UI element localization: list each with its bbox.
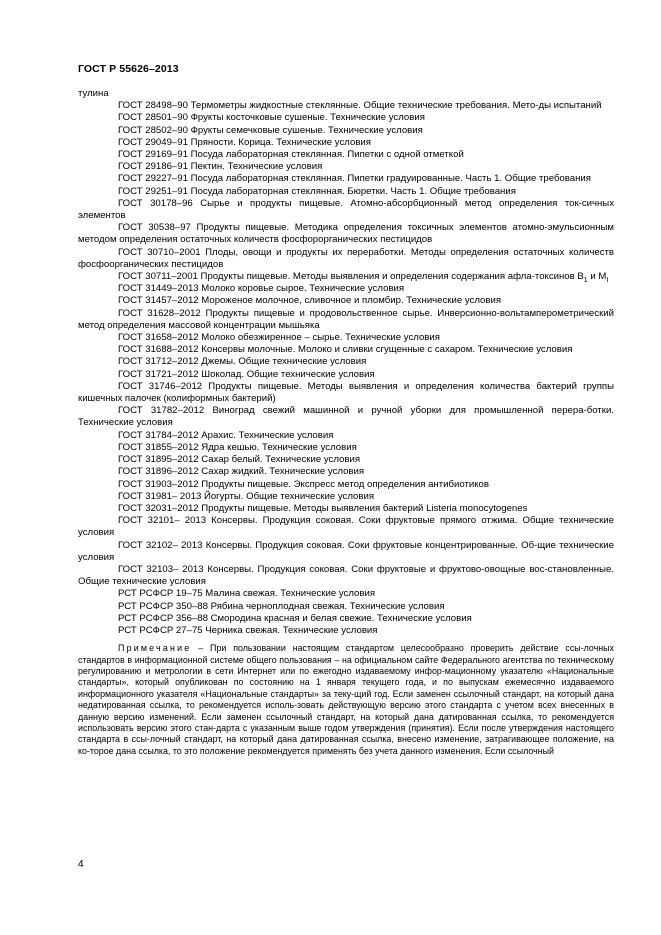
note-label: Примечание [118,643,192,654]
reference-line: ГОСТ 29169–91 Посуда лабораторная стеклянная. Пипетки с одной отметкой [118,149,464,161]
page-number: 4 [78,859,84,870]
reference-line: ГОСТ 31628–2012 Продукты пищевые и продовольственное сырье. Инверсионно-вольтамперометрический метод определения массовой концентрации мышьяка [78,307,614,331]
reference-line: РСТ РСФСР 356–88 Смородина красная и белая свежие. Технические условия [118,612,472,624]
aflatoxin-sub-m: I [606,276,609,284]
reference-line: ГОСТ 31688–2012 Консервы молочные. Молоко и сливки сгущенные с сахаром. Технические условия [118,344,573,356]
reference-line: ГОСТ 31784–2012 Арахис. Технические условия [118,429,334,441]
reference-line-aflatoxin [78,271,614,283]
reference-line: ГОСТ 31782–2012 Виноград свежий машинной и ручной уборки для промышленной перера-ботки. Технические условия [78,405,614,429]
reference-line: ГОСТ 31855–2012 Ядра кешью. Технические условия [118,441,357,453]
aflatoxin-sub-b: 1 [583,276,588,284]
reference-line: тулина [78,88,109,99]
reference-line: ГОСТ 32102– 2013 Консервы. Продукция соковая. Соки фруктовые концентрированные. Об-щие технические условия [78,539,614,563]
reference-line: ГОСТ 28501–90 Фрукты косточковые сушеные. Технические условия [118,112,425,124]
reference-line: ГОСТ 30178–96 Сырье и продукты пищевые. Атомно-абсорбционный метод определения ток-сичных элементов [78,197,614,222]
reference-line: ГОСТ 32031–2012 Продукты пищевые. Методы выявления бактерий Listeria monocytogenes [118,502,528,514]
reference-line: ГОСТ 29251–91 Посуда лабораторная стеклянная. Бюретки. Часть 1. Общие требования [118,185,516,197]
reference-line: ГОСТ 30538–97 Продукты пищевые. Методика определения токсичных элементов атомно-эмульсионным методом определения остаточных количеств фосфорорганических пестицидов [78,222,614,246]
reference-line: ГОСТ 32103– 2013 Консервы. Продукция соковая. Соки фруктовые и фруктово-овощные вос-становленные. Общие технические условия [78,563,614,588]
reference-line: ГОСТ 31658–2012 Молоко обезжиренное – сырье. Технические условия [118,332,440,344]
reference-line: ГОСТ 31895–2012 Сахар белый. Технические условия [118,454,361,466]
document-body [78,88,614,766]
reference-line: ГОСТ 29049–91 Пряности. Корица. Технические условия [118,136,371,148]
reference-line: ГОСТ 31981– 2013 Йогурты. Общие технические условия [118,490,375,502]
reference-line: ГОСТ 28498–90 Термометры жидкостные стеклянные. Общие технические требования. Мето-ды испытаний [118,100,602,112]
reference-line: РСТ РСФСР 350–88 Рябина черноплодная свежая. Технические условия [118,600,445,612]
reference-line: ГОСТ 31721–2012 Шоколад. Общие технические условия [118,368,375,380]
reference-line: ГОСТ 31896–2012 Сахар жидкий. Технические условия [118,466,365,478]
note-text: – При пользовании настоящим стандартом целесообразно проверить действие ссы-лочных стандартов в информационной системе общего пользования – на официальном сайте Федерального агентства по техническому регулированию и метрологии в сети Интернет или по ежегодно издаваемому инфор-мационному указателю «Национальные стандарты», который опубликован по состоянию на 1 января текущего года, и по выпускам ежемесячно издаваемого информационного указателя «Национальные стандарты» за теку-щий год. Если заменен ссылочный стандарт, на который дана недатированная ссылка, то рекомендуется исполь-зовать действующую версию этого стандарта с учетом всех внесенных в данную версию изменений. Если заменен ссылочный стандарт, на который дана датированная ссылка, то рекомендуется использовать версию этого стан-дарта с указанным выше годом утверждения (принятия). Если после утверждения настоящего стандарта в ссы-лочный стандарт, на который дана датированная ссылка, внесено изменение, затрагивающее положение, на ко-торое дана ссылка, то это положение рекомендуется применять без учета данного изменения. Если ссылочный [78,643,614,756]
reference-line: ГОСТ 31449–2013 Молоко коровье сырое. Технические условия [118,283,405,295]
reference-line: РСТ РСФСР 19–75 Малина свежая. Технические условия [118,588,376,600]
reference-line: ГОСТ 29227–91 Посуда лабораторная стеклянная. Пипетки градуированные. Часть 1. Общие требования [118,173,591,185]
aflatoxin-text-mid: и M [587,271,607,283]
reference-line: ГОСТ 29186–91 Пектин. Технические условия [118,161,323,173]
reference-line: ГОСТ 31746–2012 Продукты пищевые. Методы выявления и определения количества бактерий группы кишечных палочек (колиформных бактерий) [78,380,614,405]
reference-line: ГОСТ 31712–2012 Джемы. Общие технические условия [118,356,367,368]
aflatoxin-text-before: ГОСТ 30711–2001 Продукты пищевые. Методы выявления и определения содержания афла-токсинов B [118,271,584,283]
reference-line: ГОСТ 31457–2012 Мороженое молочное, сливочное и пломбир. Технические условия [118,295,502,307]
document-header: ГОСТ Р 55626–2013 [78,63,179,75]
note-paragraph [78,643,614,757]
reference-line: ГОСТ 31903–2012 Продукты пищевые. Экспресс метод определения антибиотиков [118,478,489,490]
reference-line: ГОСТ 32101– 2013 Консервы. Продукция соковая. Соки фруктовые прямого отжима. Общие технические условия [78,515,614,539]
reference-line: ГОСТ 30710–2001 Плоды, овощи и продукты их переработки. Методы определения остаточных количеств фосфоорганических пестицидов [78,246,614,270]
reference-line: ГОСТ 28502–90 Фрукты семечковые сушеные. Технические условия [118,124,423,136]
reference-line: РСТ РСФСР 27–75 Черника свежая. Технические условия [118,624,378,636]
